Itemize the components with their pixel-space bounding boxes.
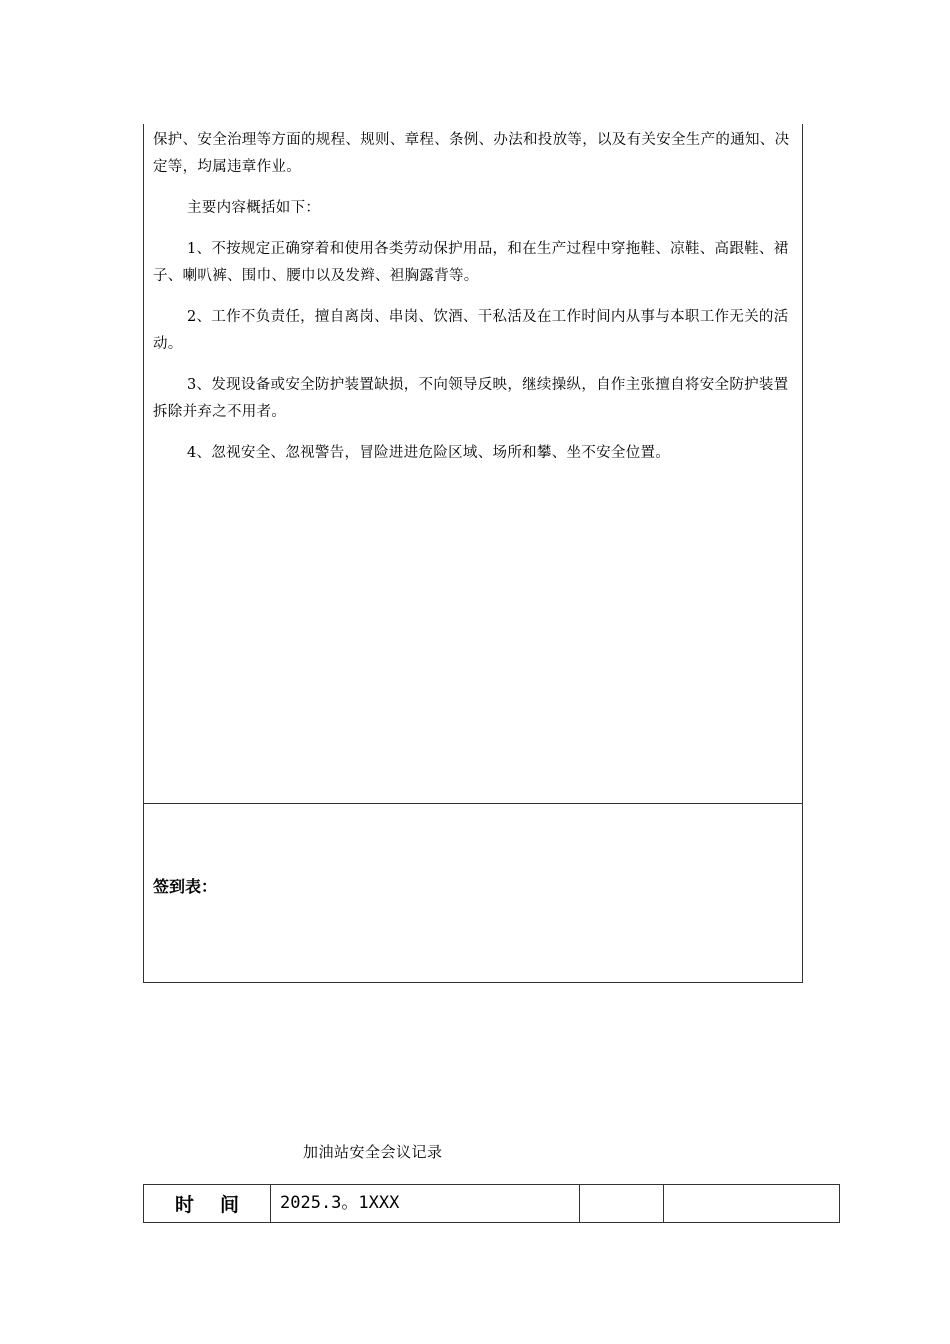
paragraph-item-1: 1、不按规定正确穿着和使用各类劳动保护用品，和在生产过程中穿拖鞋、凉鞋、高跟鞋、裙子、喇叭裤、围巾、腰巾以及发辫、袒胸露背等。 [153, 241, 789, 284]
time-value: 2025.3。1XXX [271, 1185, 580, 1223]
sign-in-label: 签到表： [153, 877, 218, 896]
meeting-info-table [143, 1184, 840, 1223]
empty-cell [664, 1185, 840, 1223]
empty-cell [580, 1185, 664, 1223]
paragraph-continuation: 保护、安全治理等方面的规程、规则、章程、条例、办法和投放等，以及有关安全生产的通知、决定等，均属违章作业。 [153, 132, 790, 175]
paragraph-item-3: 3、发现设备或安全防护装置缺损，不向领导反映，继续操纵，自作主张擅自将安全防护装置拆除并弃之不用者。 [153, 377, 789, 420]
paragraph-item-2: 2、工作不负责任，擅自离岗、串岗、饮酒、干私活及在工作时间内从事与本职工作无关的活动。 [153, 309, 789, 352]
table-row [144, 1185, 840, 1223]
content-section [143, 124, 803, 804]
paragraph-summary-heading: 主要内容概括如下： [187, 200, 321, 216]
sign-in-section [143, 804, 803, 983]
time-label: 时间 [144, 1185, 271, 1223]
paragraph-item-4: 4、忽视安全、忽视警告，冒险进进危险区域、场所和攀、坐不安全位置。 [187, 445, 671, 461]
record-title: 加油站安全会议记录 [303, 1143, 443, 1161]
